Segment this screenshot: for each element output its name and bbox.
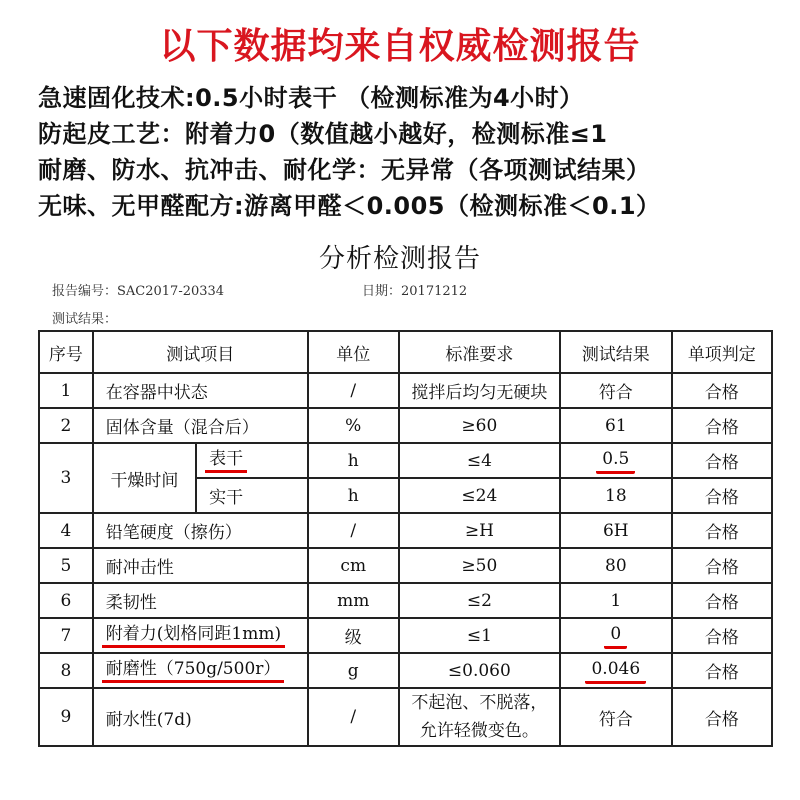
report-date: 日期：20171212 [362, 284, 468, 299]
cell-result: 1 [560, 583, 672, 618]
cell-subitem-hard-dry: 实干 [196, 478, 308, 513]
cell-no: 8 [39, 653, 93, 688]
cell-no: 9 [39, 688, 93, 746]
highlight-underline: 0.5 [596, 448, 635, 474]
cell-standard: ≥50 [399, 548, 560, 583]
table-row [39, 373, 772, 408]
claim-anti-peeling: 防起皮工艺：附着力0（数值越小越好，检测标准≤1 [38, 120, 608, 148]
test-results-table [38, 330, 773, 747]
cell-no: 5 [39, 548, 93, 583]
header-standard: 标准要求 [399, 331, 560, 373]
cell-item [93, 618, 308, 653]
cell-result: 符合 [560, 373, 672, 408]
cell-item: 柔韧性 [93, 583, 308, 618]
cell-standard: ≤4 [399, 443, 560, 478]
header-result: 测试结果 [560, 331, 672, 373]
cell-result: 80 [560, 548, 672, 583]
cell-result: 18 [560, 478, 672, 513]
cell-unit: h [308, 443, 399, 478]
cell-item: 耐冲击性 [93, 548, 308, 583]
cell-standard: ≥H [399, 513, 560, 548]
highlight-underline: 耐磨性（750g/500r） [102, 658, 285, 683]
cell-no: 7 [39, 618, 93, 653]
table-row [39, 653, 772, 688]
cell-item [93, 653, 308, 688]
report-number: 报告编号：SAC2017-20334 [52, 284, 225, 299]
cell-verdict: 合格 [672, 583, 772, 618]
cell-standard [399, 688, 560, 746]
cell-verdict: 合格 [672, 373, 772, 408]
highlight-underline: 附着力(划格同距1mm) [102, 623, 285, 648]
cell-standard: ≤2 [399, 583, 560, 618]
cell-verdict: 合格 [672, 443, 772, 478]
highlight-underline: 0.046 [585, 658, 646, 684]
cell-verdict: 合格 [672, 618, 772, 653]
table-header-row [39, 331, 772, 373]
standard-line: 允许轻微变色。 [419, 721, 539, 741]
cell-unit: g [308, 653, 399, 688]
cell-standard: ≤0.060 [399, 653, 560, 688]
header-unit: 单位 [308, 331, 399, 373]
cell-unit: / [308, 513, 399, 548]
cell-result [560, 443, 672, 478]
cell-no: 4 [39, 513, 93, 548]
highlight-underline: 表干 [205, 448, 247, 473]
table-row [39, 443, 772, 478]
table-row [39, 513, 772, 548]
cell-result: 6H [560, 513, 672, 548]
cell-item: 干燥时间 [93, 443, 196, 513]
header-no: 序号 [39, 331, 93, 373]
cell-item: 耐水性(7d) [93, 688, 308, 746]
cell-unit: / [308, 688, 399, 746]
header-verdict: 单项判定 [672, 331, 772, 373]
cell-unit: / [308, 373, 399, 408]
table-row [39, 688, 772, 746]
table-row [39, 618, 772, 653]
headline: 以下数据均来自权威检测报告 [159, 26, 641, 67]
cell-result: 符合 [560, 688, 672, 746]
cell-no: 6 [39, 583, 93, 618]
header-item: 测试项目 [93, 331, 308, 373]
cell-no: 3 [39, 443, 93, 513]
cell-unit: h [308, 478, 399, 513]
table-row [39, 408, 772, 443]
cell-subitem-surface-dry [196, 443, 308, 478]
table-row [39, 548, 772, 583]
cell-standard: ≤1 [399, 618, 560, 653]
cell-verdict: 合格 [672, 408, 772, 443]
cell-item: 在容器中状态 [93, 373, 308, 408]
cell-no: 1 [39, 373, 93, 408]
cell-no: 2 [39, 408, 93, 443]
standard-line: 不起泡、不脱落， [411, 693, 548, 713]
cell-unit: 级 [308, 618, 399, 653]
cell-result: 61 [560, 408, 672, 443]
cell-standard: ≤24 [399, 478, 560, 513]
table-row [39, 583, 772, 618]
cell-unit: cm [308, 548, 399, 583]
cell-verdict: 合格 [672, 688, 772, 746]
cell-verdict: 合格 [672, 548, 772, 583]
cell-item: 铅笔硬度（擦伤） [93, 513, 308, 548]
cell-item: 固体含量（混合后） [93, 408, 308, 443]
cell-standard: 搅拌后均匀无硬块 [399, 373, 560, 408]
cell-verdict: 合格 [672, 653, 772, 688]
cell-standard: ≥60 [399, 408, 560, 443]
claim-formaldehyde-free: 无味、无甲醛配方:游离甲醛＜0.005（检测标准＜0.1） [38, 192, 661, 220]
claims-list [38, 80, 798, 224]
claim-durability: 耐磨、防水、抗冲击、耐化学：无异常（各项测试结果） [38, 156, 651, 184]
claim-fast-curing: 急速固化技术:0.5小时表干 （检测标准为4小时） [38, 84, 584, 112]
cell-result [560, 618, 672, 653]
cell-verdict: 合格 [672, 478, 772, 513]
cell-result [560, 653, 672, 688]
highlight-underline: 0 [604, 623, 627, 649]
report-title: 分析检测报告 [318, 244, 481, 274]
cell-unit: mm [308, 583, 399, 618]
results-label: 测试结果： [52, 312, 118, 327]
cell-verdict: 合格 [672, 513, 772, 548]
cell-unit: % [308, 408, 399, 443]
